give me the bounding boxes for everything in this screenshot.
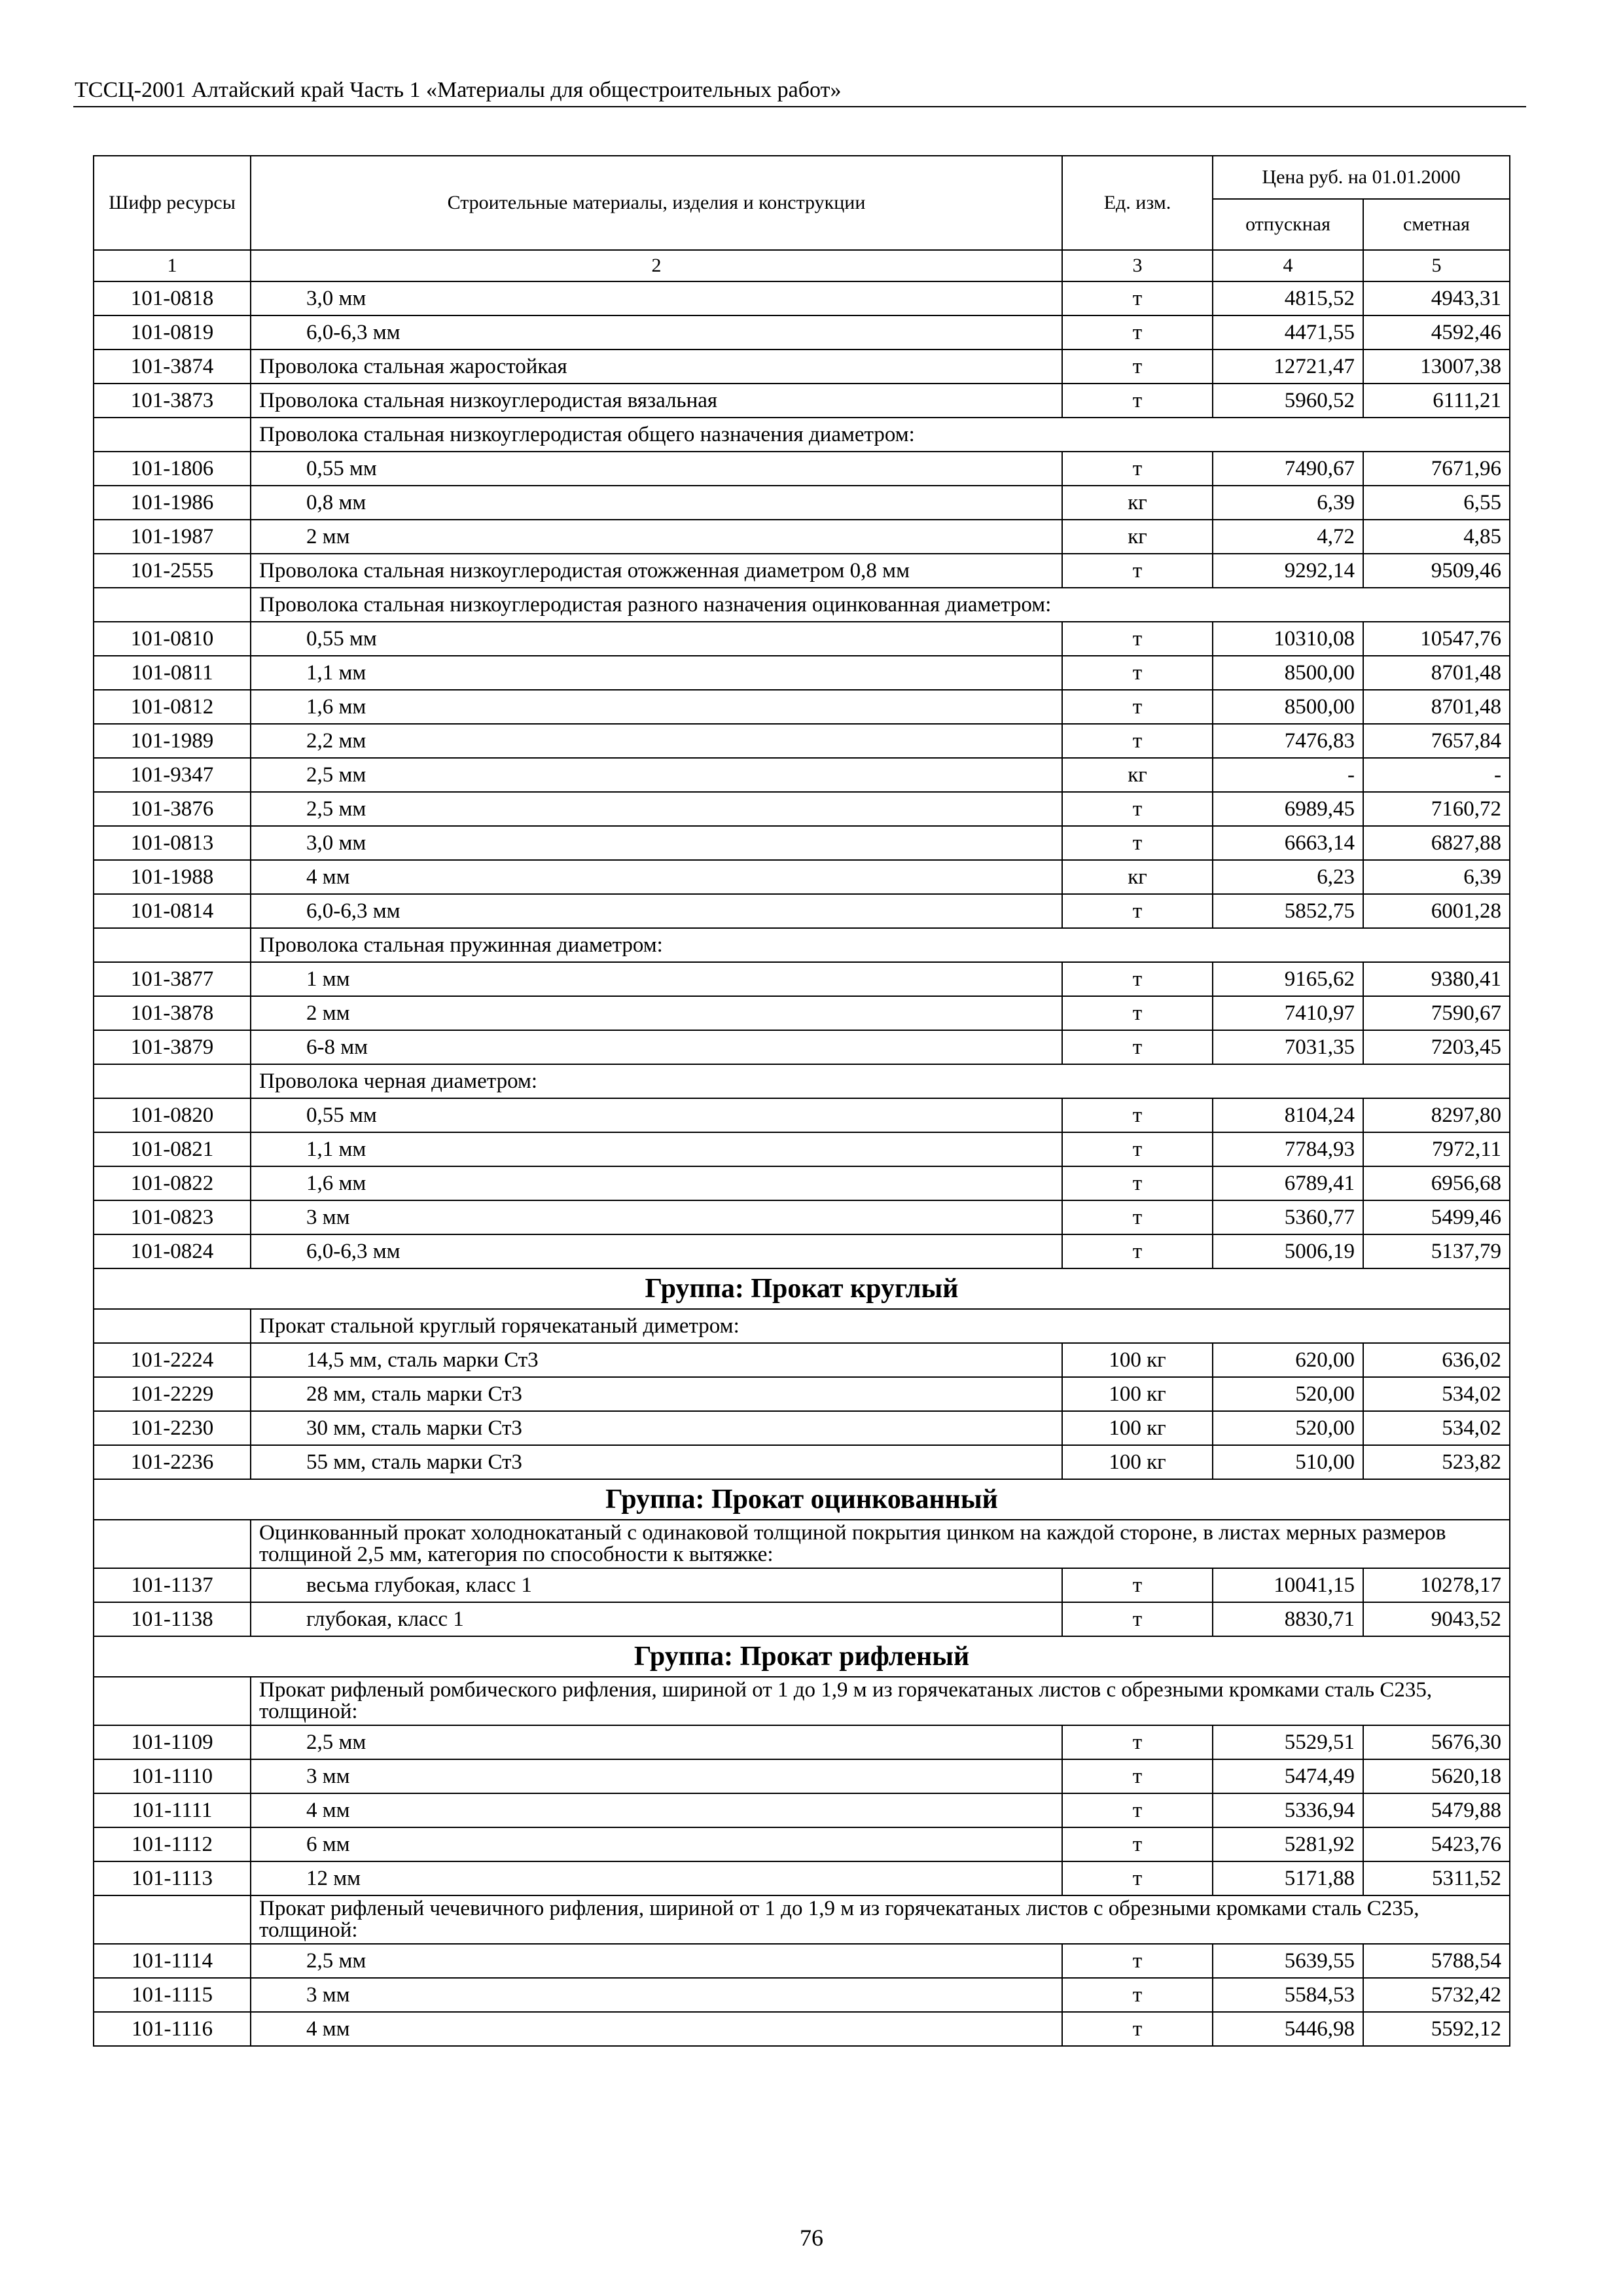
estimate-price: - [1363, 758, 1510, 792]
col-number-4: 4 [1213, 250, 1363, 281]
material-name: 2,5 мм [251, 1725, 1062, 1759]
material-name: 6 мм [251, 1827, 1062, 1861]
material-name: 2 мм [251, 996, 1062, 1030]
group-title: Группа: Прокат рифленый [94, 1636, 1510, 1677]
material-name: 2,5 мм [251, 758, 1062, 792]
material-name: 2,5 мм [251, 792, 1062, 826]
subheader-text: Оцинкованный прокат холоднокатаный с одинаковой толщиной покрытия цинком на каждой стороне, в листах мерных размеров толщиной 2,5 мм, категория по способности к вытяжке: [251, 1520, 1510, 1568]
estimate-price: 5592,12 [1363, 2012, 1510, 2046]
resource-code: 101-1114 [94, 1944, 251, 1978]
resource-code: 101-2236 [94, 1445, 251, 1479]
release-price: 9292,14 [1213, 554, 1363, 588]
table-row [94, 792, 1510, 826]
resource-code: 101-0820 [94, 1098, 251, 1132]
unit-cell: т [1062, 894, 1213, 928]
col-number-3: 3 [1062, 250, 1213, 281]
subheader-row [94, 1520, 1510, 1568]
release-price: 5281,92 [1213, 1827, 1363, 1861]
material-name: 3 мм [251, 1978, 1062, 2012]
estimate-price: 13007,38 [1363, 350, 1510, 384]
release-price: 8500,00 [1213, 656, 1363, 690]
table-row [94, 724, 1510, 758]
estimate-price: 10547,76 [1363, 622, 1510, 656]
release-price: 7784,93 [1213, 1132, 1363, 1166]
subheader-row [94, 588, 1510, 622]
material-name: 0,8 мм [251, 486, 1062, 520]
subheader-row [94, 1064, 1510, 1098]
empty-code-cell [94, 1895, 251, 1944]
release-price: 510,00 [1213, 1445, 1363, 1479]
col-header-release: отпускная [1213, 199, 1363, 250]
subheader-row [94, 418, 1510, 452]
release-price: 5336,94 [1213, 1793, 1363, 1827]
release-price: 8104,24 [1213, 1098, 1363, 1132]
table-row [94, 315, 1510, 350]
release-price: 10310,08 [1213, 622, 1363, 656]
estimate-price: 5620,18 [1363, 1759, 1510, 1793]
release-price: 5171,88 [1213, 1861, 1363, 1895]
subheader-text: Проволока стальная низкоуглеродистая разного назначения оцинкованная диаметром: [251, 588, 1510, 622]
material-name: 3,0 мм [251, 826, 1062, 860]
table-row [94, 1944, 1510, 1978]
unit-cell: т [1062, 1200, 1213, 1234]
subheader-text: Прокат стальной круглый горячекатаный диметром: [251, 1309, 1510, 1343]
empty-code-cell [94, 588, 251, 622]
header-rule [73, 106, 1526, 107]
material-name: 1,1 мм [251, 1132, 1062, 1166]
col-header-name: Строительные материалы, изделия и конструкции [251, 156, 1062, 250]
release-price: 520,00 [1213, 1411, 1363, 1445]
resource-code: 101-3876 [94, 792, 251, 826]
unit-cell: т [1062, 1759, 1213, 1793]
estimate-price: 7203,45 [1363, 1030, 1510, 1064]
table-row [94, 1759, 1510, 1793]
table-body [94, 281, 1510, 2046]
estimate-price: 6956,68 [1363, 1166, 1510, 1200]
table-row [94, 962, 1510, 996]
unit-cell: т [1062, 1793, 1213, 1827]
release-price: 5960,52 [1213, 384, 1363, 418]
table-row [94, 520, 1510, 554]
resource-code: 101-2224 [94, 1343, 251, 1377]
material-name: 3 мм [251, 1759, 1062, 1793]
table-row [94, 1602, 1510, 1636]
subheader-row [94, 1309, 1510, 1343]
release-price: 5639,55 [1213, 1944, 1363, 1978]
price-table-container [93, 155, 1509, 2047]
unit-cell: т [1062, 281, 1213, 315]
estimate-price: 534,02 [1363, 1377, 1510, 1411]
material-name: 6,0-6,3 мм [251, 1234, 1062, 1268]
resource-code: 101-0818 [94, 281, 251, 315]
empty-code-cell [94, 1064, 251, 1098]
material-name: глубокая, класс 1 [251, 1602, 1062, 1636]
unit-cell: 100 кг [1062, 1343, 1213, 1377]
table-row [94, 1568, 1510, 1602]
release-price: 6789,41 [1213, 1166, 1363, 1200]
price-table [93, 155, 1510, 2047]
release-price: 520,00 [1213, 1377, 1363, 1411]
material-name: 4 мм [251, 1793, 1062, 1827]
unit-cell: т [1062, 1098, 1213, 1132]
resource-code: 101-3879 [94, 1030, 251, 1064]
estimate-price: 6001,28 [1363, 894, 1510, 928]
release-price: 5446,98 [1213, 2012, 1363, 2046]
estimate-price: 534,02 [1363, 1411, 1510, 1445]
unit-cell: т [1062, 792, 1213, 826]
material-name: 55 мм, сталь марки Ст3 [251, 1445, 1062, 1479]
resource-code: 101-0814 [94, 894, 251, 928]
resource-code: 101-2229 [94, 1377, 251, 1411]
table-row [94, 826, 1510, 860]
resource-code: 101-1112 [94, 1827, 251, 1861]
unit-cell: 100 кг [1062, 1377, 1213, 1411]
estimate-price: 7160,72 [1363, 792, 1510, 826]
material-name: 0,55 мм [251, 1098, 1062, 1132]
resource-code: 101-2555 [94, 554, 251, 588]
release-price: 8500,00 [1213, 690, 1363, 724]
table-row [94, 622, 1510, 656]
release-price: - [1213, 758, 1363, 792]
release-price: 5474,49 [1213, 1759, 1363, 1793]
resource-code: 101-0811 [94, 656, 251, 690]
table-row [94, 656, 1510, 690]
resource-code: 101-3874 [94, 350, 251, 384]
release-price: 7476,83 [1213, 724, 1363, 758]
table-row [94, 758, 1510, 792]
material-name: 2,2 мм [251, 724, 1062, 758]
resource-code: 101-0813 [94, 826, 251, 860]
material-name: 3,0 мм [251, 281, 1062, 315]
subheader-text: Проволока стальная пружинная диаметром: [251, 928, 1510, 962]
release-price: 5529,51 [1213, 1725, 1363, 1759]
material-name: 4 мм [251, 2012, 1062, 2046]
table-row [94, 860, 1510, 894]
estimate-price: 7657,84 [1363, 724, 1510, 758]
unit-cell: т [1062, 1725, 1213, 1759]
estimate-price: 9043,52 [1363, 1602, 1510, 1636]
material-name: 1 мм [251, 962, 1062, 996]
table-row [94, 1234, 1510, 1268]
material-name: 12 мм [251, 1861, 1062, 1895]
unit-cell: т [1062, 1602, 1213, 1636]
resource-code: 101-1111 [94, 1793, 251, 1827]
material-name: весьма глубокая, класс 1 [251, 1568, 1062, 1602]
estimate-price: 523,82 [1363, 1445, 1510, 1479]
estimate-price: 6827,88 [1363, 826, 1510, 860]
resource-code: 101-1115 [94, 1978, 251, 2012]
col-number-1: 1 [94, 250, 251, 281]
unit-cell: т [1062, 656, 1213, 690]
release-price: 6663,14 [1213, 826, 1363, 860]
estimate-price: 8701,48 [1363, 690, 1510, 724]
resource-code: 101-1806 [94, 452, 251, 486]
estimate-price: 6,39 [1363, 860, 1510, 894]
release-price: 7031,35 [1213, 1030, 1363, 1064]
estimate-price: 5788,54 [1363, 1944, 1510, 1978]
release-price: 4815,52 [1213, 281, 1363, 315]
release-price: 6989,45 [1213, 792, 1363, 826]
release-price: 5852,75 [1213, 894, 1363, 928]
release-price: 7410,97 [1213, 996, 1363, 1030]
resource-code: 101-1110 [94, 1759, 251, 1793]
subheader-row [94, 928, 1510, 962]
table-row [94, 1377, 1510, 1411]
estimate-price: 7590,67 [1363, 996, 1510, 1030]
resource-code: 101-0822 [94, 1166, 251, 1200]
subheader-row [94, 1677, 1510, 1725]
table-row [94, 2012, 1510, 2046]
resource-code: 101-0821 [94, 1132, 251, 1166]
unit-cell: т [1062, 1030, 1213, 1064]
estimate-price: 8297,80 [1363, 1098, 1510, 1132]
table-row [94, 1445, 1510, 1479]
table-row [94, 1200, 1510, 1234]
resource-code: 101-1137 [94, 1568, 251, 1602]
resource-code: 101-0824 [94, 1234, 251, 1268]
release-price: 8830,71 [1213, 1602, 1363, 1636]
table-row [94, 554, 1510, 588]
col-header-price: Цена руб. на 01.01.2000 [1213, 156, 1510, 199]
unit-cell: т [1062, 1234, 1213, 1268]
release-price: 6,39 [1213, 486, 1363, 520]
resource-code: 101-1987 [94, 520, 251, 554]
unit-cell: т [1062, 2012, 1213, 2046]
estimate-price: 6111,21 [1363, 384, 1510, 418]
unit-cell: т [1062, 962, 1213, 996]
estimate-price: 7671,96 [1363, 452, 1510, 486]
estimate-price: 5311,52 [1363, 1861, 1510, 1895]
table-row [94, 996, 1510, 1030]
resource-code: 101-1113 [94, 1861, 251, 1895]
resource-code: 101-2230 [94, 1411, 251, 1445]
table-row [94, 1978, 1510, 2012]
resource-code: 101-3873 [94, 384, 251, 418]
material-name: 1,6 мм [251, 690, 1062, 724]
table-row [94, 1411, 1510, 1445]
col-header-estimate: сметная [1363, 199, 1510, 250]
estimate-price: 6,55 [1363, 486, 1510, 520]
table-row [94, 486, 1510, 520]
resource-code: 101-0812 [94, 690, 251, 724]
resource-code: 101-1116 [94, 2012, 251, 2046]
release-price: 4471,55 [1213, 315, 1363, 350]
unit-cell: т [1062, 452, 1213, 486]
release-price: 12721,47 [1213, 350, 1363, 384]
table-head [94, 156, 1510, 281]
table-row [94, 1861, 1510, 1895]
subheader-text: Прокат рифленый чечевичного рифления, шириной от 1 до 1,9 м из горячекатаных листов с обрезными кромками сталь С235, толщиной: [251, 1895, 1510, 1944]
material-name: 6,0-6,3 мм [251, 315, 1062, 350]
col-header-code: Шифр ресурсы [94, 156, 251, 250]
material-name: 2,5 мм [251, 1944, 1062, 1978]
resource-code: 101-3878 [94, 996, 251, 1030]
unit-cell: т [1062, 554, 1213, 588]
estimate-price: 8701,48 [1363, 656, 1510, 690]
material-name: 4 мм [251, 860, 1062, 894]
estimate-price: 5676,30 [1363, 1725, 1510, 1759]
material-name: 6,0-6,3 мм [251, 894, 1062, 928]
table-row [94, 1827, 1510, 1861]
unit-cell: т [1062, 384, 1213, 418]
resource-code: 101-3877 [94, 962, 251, 996]
material-name: 30 мм, сталь марки Ст3 [251, 1411, 1062, 1445]
unit-cell: т [1062, 315, 1213, 350]
table-row [94, 1725, 1510, 1759]
release-price: 5584,53 [1213, 1978, 1363, 2012]
release-price: 10041,15 [1213, 1568, 1363, 1602]
estimate-price: 5479,88 [1363, 1793, 1510, 1827]
table-row [94, 1166, 1510, 1200]
table-row [94, 690, 1510, 724]
running-header: ТССЦ-2001 Алтайский край Часть 1 «Материалы для общестроительных работ» [75, 78, 842, 102]
table-row [94, 1098, 1510, 1132]
empty-code-cell [94, 1677, 251, 1725]
estimate-price: 636,02 [1363, 1343, 1510, 1377]
estimate-price: 9509,46 [1363, 554, 1510, 588]
subheader-text: Проволока черная диаметром: [251, 1064, 1510, 1098]
estimate-price: 10278,17 [1363, 1568, 1510, 1602]
estimate-price: 9380,41 [1363, 962, 1510, 996]
material-name: Проволока стальная жаростойкая [251, 350, 1062, 384]
table-row [94, 281, 1510, 315]
col-header-unit: Ед. изм. [1062, 156, 1213, 250]
material-name: Проволока стальная низкоуглеродистая вязальная [251, 384, 1062, 418]
unit-cell: 100 кг [1062, 1411, 1213, 1445]
table-row [94, 1343, 1510, 1377]
group-title: Группа: Прокат оцинкованный [94, 1479, 1510, 1520]
estimate-price: 5423,76 [1363, 1827, 1510, 1861]
estimate-price: 4943,31 [1363, 281, 1510, 315]
table-row [94, 1132, 1510, 1166]
resource-code: 101-0819 [94, 315, 251, 350]
table-row [94, 894, 1510, 928]
material-name: 1,1 мм [251, 656, 1062, 690]
unit-cell: т [1062, 1166, 1213, 1200]
col-number-2: 2 [251, 250, 1062, 281]
group-title: Группа: Прокат круглый [94, 1268, 1510, 1309]
release-price: 9165,62 [1213, 962, 1363, 996]
release-price: 620,00 [1213, 1343, 1363, 1377]
material-name: 2 мм [251, 520, 1062, 554]
empty-code-cell [94, 418, 251, 452]
unit-cell: т [1062, 1978, 1213, 2012]
material-name: 1,6 мм [251, 1166, 1062, 1200]
unit-cell: кг [1062, 860, 1213, 894]
estimate-price: 5137,79 [1363, 1234, 1510, 1268]
resource-code: 101-0823 [94, 1200, 251, 1234]
material-name: 0,55 мм [251, 622, 1062, 656]
resource-code: 101-1109 [94, 1725, 251, 1759]
unit-cell: т [1062, 350, 1213, 384]
col-number-5: 5 [1363, 250, 1510, 281]
unit-cell: т [1062, 1568, 1213, 1602]
release-price: 5006,19 [1213, 1234, 1363, 1268]
release-price: 5360,77 [1213, 1200, 1363, 1234]
resource-code: 101-0810 [94, 622, 251, 656]
resource-code: 101-1989 [94, 724, 251, 758]
estimate-price: 5499,46 [1363, 1200, 1510, 1234]
estimate-price: 4,85 [1363, 520, 1510, 554]
group-row [94, 1268, 1510, 1309]
unit-cell: 100 кг [1062, 1445, 1213, 1479]
unit-cell: т [1062, 1861, 1213, 1895]
resource-code: 101-1138 [94, 1602, 251, 1636]
table-row [94, 1793, 1510, 1827]
material-name: 0,55 мм [251, 452, 1062, 486]
release-price: 6,23 [1213, 860, 1363, 894]
page-number: 76 [800, 2225, 823, 2251]
material-name: 14,5 мм, сталь марки Ст3 [251, 1343, 1062, 1377]
unit-cell: т [1062, 1944, 1213, 1978]
subheader-text: Прокат рифленый ромбического рифления, шириной от 1 до 1,9 м из горячекатаных листов с обрезными кромками сталь С235, толщиной: [251, 1677, 1510, 1725]
unit-cell: т [1062, 724, 1213, 758]
estimate-price: 7972,11 [1363, 1132, 1510, 1166]
material-name: 28 мм, сталь марки Ст3 [251, 1377, 1062, 1411]
material-name: 6-8 мм [251, 1030, 1062, 1064]
subheader-text: Проволока стальная низкоуглеродистая общего назначения диаметром: [251, 418, 1510, 452]
material-name: Проволока стальная низкоуглеродистая отожженная диаметром 0,8 мм [251, 554, 1062, 588]
table-row [94, 350, 1510, 384]
unit-cell: т [1062, 690, 1213, 724]
resource-code: 101-1986 [94, 486, 251, 520]
table-row [94, 452, 1510, 486]
group-row [94, 1479, 1510, 1520]
material-name: 3 мм [251, 1200, 1062, 1234]
unit-cell: т [1062, 996, 1213, 1030]
estimate-price: 5732,42 [1363, 1978, 1510, 2012]
unit-cell: кг [1062, 486, 1213, 520]
empty-code-cell [94, 928, 251, 962]
table-row [94, 384, 1510, 418]
estimate-price: 4592,46 [1363, 315, 1510, 350]
empty-code-cell [94, 1520, 251, 1568]
table-row [94, 1030, 1510, 1064]
unit-cell: т [1062, 622, 1213, 656]
unit-cell: т [1062, 1827, 1213, 1861]
unit-cell: кг [1062, 758, 1213, 792]
unit-cell: т [1062, 1132, 1213, 1166]
resource-code: 101-9347 [94, 758, 251, 792]
release-price: 7490,67 [1213, 452, 1363, 486]
unit-cell: т [1062, 826, 1213, 860]
empty-code-cell [94, 1309, 251, 1343]
subheader-row [94, 1895, 1510, 1944]
unit-cell: кг [1062, 520, 1213, 554]
group-row [94, 1636, 1510, 1677]
resource-code: 101-1988 [94, 860, 251, 894]
release-price: 4,72 [1213, 520, 1363, 554]
